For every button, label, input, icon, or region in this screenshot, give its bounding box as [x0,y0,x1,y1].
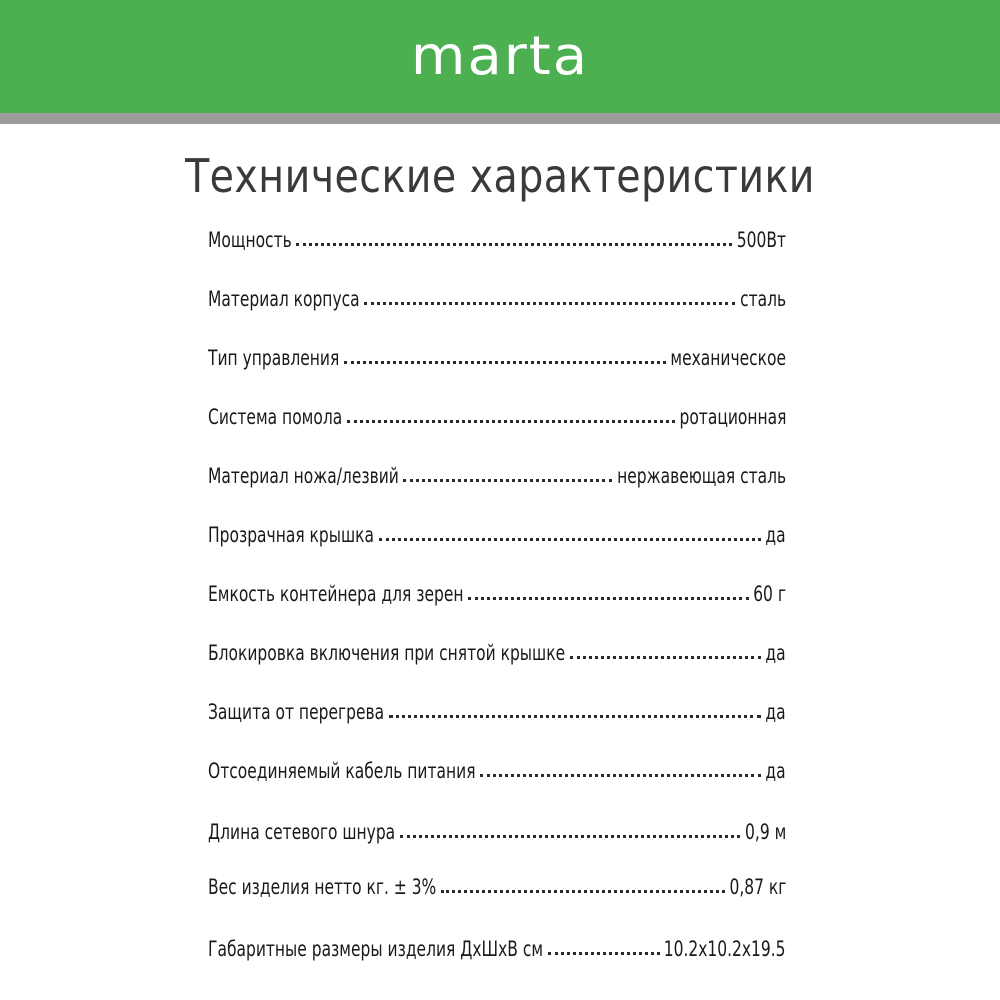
spec-value: сталь [739,287,786,311]
spec-row-bean-capacity [208,570,786,606]
spec-label: Защита от перегрева [208,700,385,724]
spec-label: Мощность [208,228,292,252]
spec-row-grind-system [208,393,786,429]
spec-label: Материал корпуса [208,287,360,311]
spec-row-detachable-cable [208,747,786,783]
spec-row-dimensions [208,925,786,961]
spec-value: да [765,759,786,783]
spec-value: 10.2x10.2x19.5 [664,937,786,961]
dot-leader [570,656,761,659]
spec-label: Вес изделия нетто кг. ± 3% [208,875,437,899]
spec-row-control-type [208,334,786,370]
spec-value: да [765,700,786,724]
spec-label: Длина сетевого шнура [208,820,396,844]
page-title: Технические характеристики [185,149,815,203]
spec-row-body-material [208,275,786,311]
spec-value: да [765,523,786,547]
spec-row-overheat-protection [208,688,786,724]
dot-leader [441,890,725,893]
spec-value: механическое [670,346,786,370]
spec-value: 0,87 кг [729,875,786,899]
dot-leader [548,952,660,955]
spec-row-cord-length [208,808,786,844]
spec-row-blade-material [208,452,786,488]
dot-leader [347,420,675,423]
dot-leader [379,538,761,541]
spec-label: Прозрачная крышка [208,523,375,547]
spec-row-transparent-lid [208,511,786,547]
spec-value: 0,9 м [744,820,786,844]
spec-label: Материал ножа/лезвий [208,464,399,488]
spec-label: Тип управления [208,346,340,370]
spec-value: 60 г [753,582,786,606]
spec-value: 500Вт [736,228,786,252]
dot-leader [480,774,761,777]
brand-logo: marta [410,25,590,88]
spec-row-power [208,216,786,252]
spec-label: Габаритные размеры изделия ДхШхВ см [208,937,544,961]
dot-leader [296,243,732,246]
spec-label: Отсоединяемый кабель питания [208,759,476,783]
dot-leader [468,597,749,600]
spec-row-net-weight [208,863,786,899]
dot-leader [364,302,735,305]
dot-leader [389,715,761,718]
dot-leader [344,361,666,364]
spec-value: ротационная [679,405,786,429]
dot-leader [400,835,740,838]
spec-value: да [765,641,786,665]
header-stripe [0,113,1000,124]
spec-row-lid-lock [208,629,786,665]
spec-label: Система помола [208,405,343,429]
spec-label: Блокировка включения при снятой крышке [208,641,566,665]
dot-leader [403,479,612,482]
spec-label: Емкость контейнера для зерен [208,582,464,606]
spec-value: нержавеющая сталь [616,464,786,488]
